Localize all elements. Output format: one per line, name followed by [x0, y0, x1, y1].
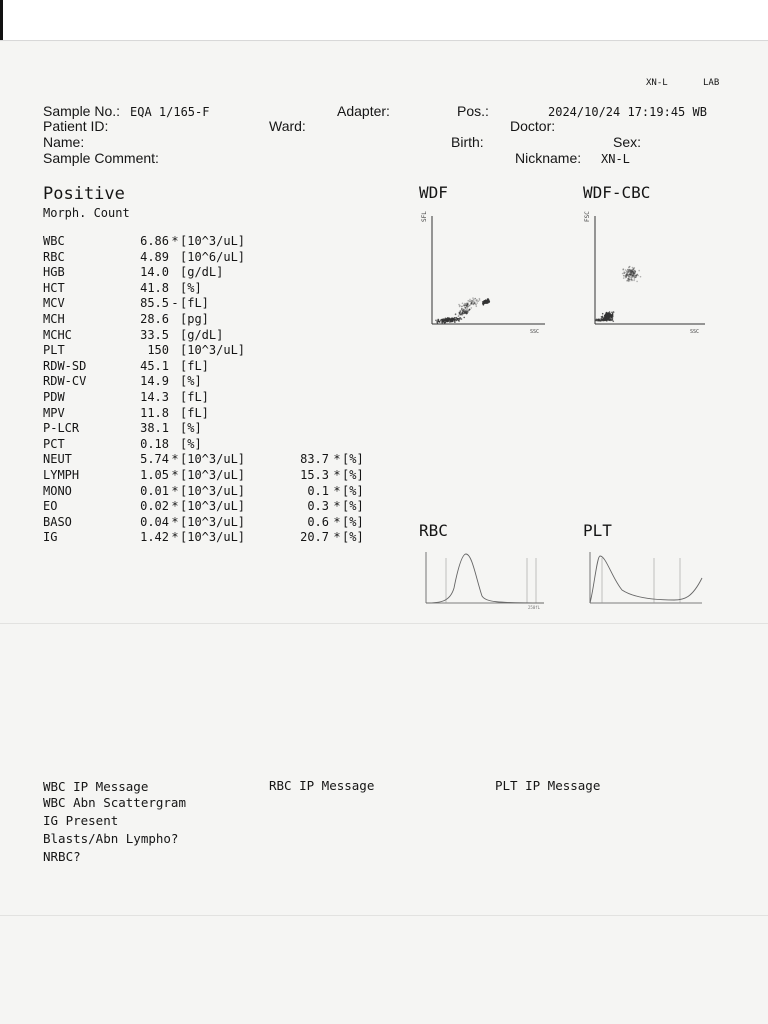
param-unit: [10^3/uL] [180, 514, 246, 529]
scatter-dot [456, 317, 458, 319]
param-flag: * [171, 452, 179, 467]
param-name: RBC [43, 249, 65, 264]
param-percent-flag: * [333, 499, 341, 514]
scatter-dot [469, 309, 471, 311]
scatter-dot [605, 314, 607, 316]
wdf-cbc-x-axis-label: SSC [690, 329, 700, 335]
scatter-dot [632, 267, 634, 269]
plt-histogram [584, 548, 709, 610]
scatter-dot [462, 311, 464, 313]
paper-fold-line [0, 915, 768, 916]
wdf-cbc-title: WDF-CBC [583, 183, 651, 202]
scatter-dot [479, 299, 481, 301]
scatter-dot [462, 303, 464, 305]
rbc-histogram [420, 548, 550, 610]
param-value: 14.3 [140, 389, 169, 404]
scatter-dot [637, 274, 639, 276]
wdf-x-axis-label: SSC [530, 329, 540, 335]
scatter-dot [442, 321, 444, 323]
location-name: LAB [703, 78, 720, 88]
scatter-dot [631, 272, 633, 274]
param-unit: [10^3/uL] [180, 499, 246, 514]
param-flag: - [171, 296, 179, 311]
scatter-dot [461, 306, 463, 308]
scatter-dot [622, 273, 624, 275]
ward-label: Ward: [269, 118, 306, 134]
scatter-dot [602, 313, 604, 315]
param-name: HCT [43, 280, 65, 295]
scatter-dot [629, 279, 631, 281]
scatter-dot [464, 312, 466, 314]
rbc-ip-message-title: RBC IP Message [269, 778, 375, 793]
judgment-positive: Positive [43, 184, 125, 204]
param-percent-flag: * [333, 530, 341, 545]
param-percent-unit: [%] [342, 530, 364, 545]
param-name: PLT [43, 343, 65, 358]
param-flag: * [171, 499, 179, 514]
scatter-dot [458, 304, 460, 306]
scatter-dot [633, 275, 635, 277]
scatter-dot [607, 319, 609, 321]
scatter-dot [626, 276, 628, 278]
scatter-dot [608, 314, 610, 316]
param-unit: [10^3/uL] [180, 452, 246, 467]
scatter-dot [469, 299, 471, 301]
wdf-scattergram [420, 208, 550, 338]
scatter-dot [459, 306, 461, 308]
scatter-dot [634, 267, 636, 269]
scatter-dot [606, 312, 608, 314]
param-percent-value: 83.7 [300, 452, 329, 467]
wdf-cbc-y-axis-label: FSC [584, 211, 591, 222]
rbc-x-axis-label: 250fL [528, 605, 541, 610]
scatter-dot [628, 266, 630, 268]
scatter-dot [460, 317, 462, 319]
param-value: 85.5 [140, 296, 169, 311]
birth-label: Birth: [451, 134, 484, 150]
param-value: 1.42 [140, 530, 169, 545]
param-percent-value: 0.3 [307, 499, 329, 514]
scatter-dot [444, 321, 446, 323]
param-name: BASO [43, 514, 72, 529]
param-value: 0.02 [140, 499, 169, 514]
scatter-dot [598, 319, 600, 321]
scatter-dot [633, 268, 635, 270]
plt-distribution-curve [590, 556, 702, 603]
param-value: 41.8 [140, 280, 169, 295]
param-unit: [%] [180, 280, 202, 295]
scatter-dot [450, 320, 452, 322]
param-name: LYMPH [43, 467, 80, 482]
scatter-dot [631, 279, 633, 281]
scatter-dot [612, 316, 614, 318]
scatter-dot [471, 303, 473, 305]
scatter-dot [473, 299, 475, 301]
param-percent-value: 15.3 [300, 467, 329, 482]
scatter-dot [630, 274, 632, 276]
param-unit: [g/dL] [180, 327, 224, 342]
patient-id-label: Patient ID: [43, 118, 109, 134]
scatter-dot [454, 321, 456, 323]
param-unit: [10^6/uL] [180, 249, 246, 264]
scatter-dot [460, 314, 462, 316]
scatter-dot [437, 321, 439, 323]
scatter-dot [623, 275, 625, 277]
scatter-dot [603, 320, 605, 322]
scatter-dot [623, 271, 625, 273]
scatter-dot [613, 320, 615, 322]
scatter-dot [632, 273, 634, 275]
scatter-dot [629, 269, 631, 271]
scatter-dot [447, 320, 449, 322]
param-percent-unit: [%] [342, 499, 364, 514]
scatter-dot [610, 320, 612, 322]
sample-no-label: Sample No.: [43, 103, 121, 119]
param-percent-value: 0.6 [307, 514, 329, 529]
scatter-dot [635, 275, 637, 277]
param-unit: [fL] [180, 389, 209, 404]
param-name: EO [43, 499, 58, 514]
scatter-dot [484, 301, 486, 303]
param-flag: * [171, 514, 179, 529]
scatter-dot [640, 276, 642, 278]
scatter-dot [458, 315, 460, 317]
param-percent-flag: * [333, 452, 341, 467]
param-value: 33.5 [140, 327, 169, 342]
scatter-dot [466, 312, 468, 314]
param-percent-flag: * [333, 514, 341, 529]
param-name: RDW-CV [43, 374, 87, 389]
scatter-dot [626, 275, 628, 277]
param-value: 4.89 [140, 249, 169, 264]
sample-comment-label: Sample Comment: [43, 150, 159, 166]
param-name: NEUT [43, 452, 72, 467]
param-value: 6.86 [140, 234, 169, 248]
param-name: MCHC [43, 327, 72, 342]
scan-top-margin [0, 0, 768, 41]
param-name: MCH [43, 311, 65, 326]
param-value: 1.05 [140, 467, 169, 482]
nickname-value: XN-L [601, 152, 630, 166]
scatter-dot [443, 319, 445, 321]
param-flag: * [171, 234, 179, 248]
scatter-dot [638, 270, 640, 272]
scatter-dot [596, 319, 598, 321]
wdf-dot-cloud [435, 297, 490, 323]
param-unit: [fL] [180, 358, 209, 373]
scatter-dot [485, 299, 487, 301]
scatter-dot [478, 300, 480, 302]
param-value: 150 [147, 343, 169, 358]
scatter-dot [461, 309, 463, 311]
sex-label: Sex: [613, 134, 642, 150]
param-value: 38.1 [140, 421, 169, 436]
param-name: PDW [43, 389, 65, 404]
param-unit: [pg] [180, 311, 209, 326]
rbc-title: RBC [419, 521, 448, 540]
scatter-dot [627, 280, 629, 282]
param-unit: [10^3/uL] [180, 483, 246, 498]
scatter-dot [622, 269, 624, 271]
rbc-distribution-curve [426, 554, 544, 603]
scatter-dot [625, 269, 627, 271]
scatter-dot [636, 281, 638, 283]
scatter-dot [455, 314, 457, 316]
param-unit: [%] [180, 436, 202, 451]
scatter-dot [464, 304, 466, 306]
wbc-ip-message-item: WBC Abn Scattergram [43, 795, 186, 810]
scatter-dot [471, 300, 473, 302]
wdf-cbc-dot-cloud [595, 266, 641, 322]
param-flag: * [171, 530, 179, 545]
wbc-ip-message-item: IG Present [43, 813, 119, 828]
scatter-dot [464, 310, 466, 312]
scatter-dot [634, 270, 636, 272]
scatter-dot [623, 277, 625, 279]
scatter-dot [435, 320, 437, 322]
param-unit: [10^3/uL] [180, 467, 246, 482]
wdf-y-axis-label: SFL [421, 211, 428, 222]
wbc-ip-message-item: Blasts/Abn Lympho? [43, 831, 179, 846]
scatter-dot [476, 302, 478, 304]
param-name: MCV [43, 296, 65, 311]
scatter-dot [476, 306, 478, 308]
param-value: 11.8 [140, 405, 169, 420]
param-percent-value: 0.1 [307, 483, 329, 498]
param-value: 14.0 [140, 265, 169, 280]
param-percent-value: 20.7 [300, 530, 329, 545]
param-percent-unit: [%] [342, 452, 364, 467]
param-unit: [fL] [180, 405, 209, 420]
param-name: MPV [43, 405, 65, 420]
scatter-dot [608, 317, 610, 319]
param-unit: [10^3/uL] [180, 234, 246, 248]
param-value: 45.1 [140, 358, 169, 373]
param-percent-unit: [%] [342, 483, 364, 498]
plt-ip-message-title: PLT IP Message [495, 778, 601, 793]
scatter-dot [627, 269, 629, 271]
scatter-dot [476, 299, 478, 301]
param-name: MONO [43, 483, 72, 498]
nickname-label: Nickname: [515, 150, 582, 166]
scatter-dot [473, 301, 475, 303]
scatter-dot [474, 298, 476, 300]
scatter-dot [611, 312, 613, 314]
scatter-dot [472, 297, 474, 299]
plt-title: PLT [583, 521, 612, 540]
datetime-value: 2024/10/24 17:19:45 WB [548, 105, 707, 119]
device-name: XN-L [646, 78, 668, 88]
param-value: 14.9 [140, 374, 169, 389]
scatter-dot [630, 270, 632, 272]
param-unit: [g/dL] [180, 265, 224, 280]
scatter-dot [612, 315, 614, 317]
scatter-dot [463, 305, 465, 307]
doctor-label: Doctor: [510, 118, 556, 134]
wbc-ip-message-title: WBC IP Message [43, 779, 149, 794]
scatter-dot [626, 270, 628, 272]
param-unit: [10^3/uL] [180, 530, 246, 545]
scatter-dot [466, 305, 468, 307]
scatter-dot [441, 319, 443, 321]
scatter-dot [629, 276, 631, 278]
wbc-ip-message-item: NRBC? [43, 849, 81, 864]
scatter-dot [453, 319, 455, 321]
paper-fold-line [0, 623, 768, 624]
param-percent-unit: [%] [342, 514, 364, 529]
pos-label: Pos.: [457, 103, 489, 119]
adapter-label: Adapter: [337, 103, 390, 119]
param-value: 0.18 [140, 436, 169, 451]
scatter-dot [634, 278, 636, 280]
scatter-dot [463, 317, 465, 319]
scatter-dot [488, 301, 490, 303]
param-flag: * [171, 483, 179, 498]
wdf-title: WDF [419, 183, 448, 202]
scatter-dot [437, 322, 439, 324]
param-name: RDW-SD [43, 358, 87, 373]
scatter-dot [449, 318, 451, 320]
scatter-dot [611, 317, 613, 319]
scatter-dot [601, 319, 603, 321]
param-value: 0.04 [140, 514, 169, 529]
param-percent-flag: * [333, 467, 341, 482]
param-unit: [fL] [180, 296, 209, 311]
scan-edge [0, 0, 3, 40]
param-unit: [%] [180, 374, 202, 389]
scatter-dot [460, 311, 462, 313]
scatter-dot [469, 300, 471, 302]
scatter-dot [467, 303, 469, 305]
scatter-dot [465, 308, 467, 310]
scatter-dot [626, 273, 628, 275]
param-value: 5.74 [140, 452, 169, 467]
scatter-dot [628, 273, 630, 275]
param-name: PCT [43, 436, 65, 451]
param-flag: * [171, 467, 179, 482]
name-label: Name: [43, 134, 85, 150]
scatter-dot [633, 280, 635, 282]
param-value: 28.6 [140, 311, 169, 326]
param-name: IG [43, 530, 58, 545]
scatter-dot [457, 318, 459, 320]
param-name: P-LCR [43, 421, 80, 436]
scatter-dot [602, 316, 604, 318]
scatter-dot [464, 303, 466, 305]
scatter-dot [468, 305, 470, 307]
analysis-mode: Morph. Count [43, 206, 130, 220]
scatter-dot [446, 319, 448, 321]
scatter-dot [466, 311, 468, 313]
param-name: HGB [43, 265, 65, 280]
sample-no-value: EQA 1/165-F [130, 105, 210, 119]
scatter-dot [471, 307, 473, 309]
param-value: 0.01 [140, 483, 169, 498]
param-name: WBC [43, 234, 65, 248]
param-unit: [10^3/uL] [180, 343, 246, 358]
param-unit: [%] [180, 421, 202, 436]
scatter-dot [613, 311, 615, 313]
param-percent-unit: [%] [342, 467, 364, 482]
wdf-cbc-scattergram [583, 208, 713, 338]
param-percent-flag: * [333, 483, 341, 498]
